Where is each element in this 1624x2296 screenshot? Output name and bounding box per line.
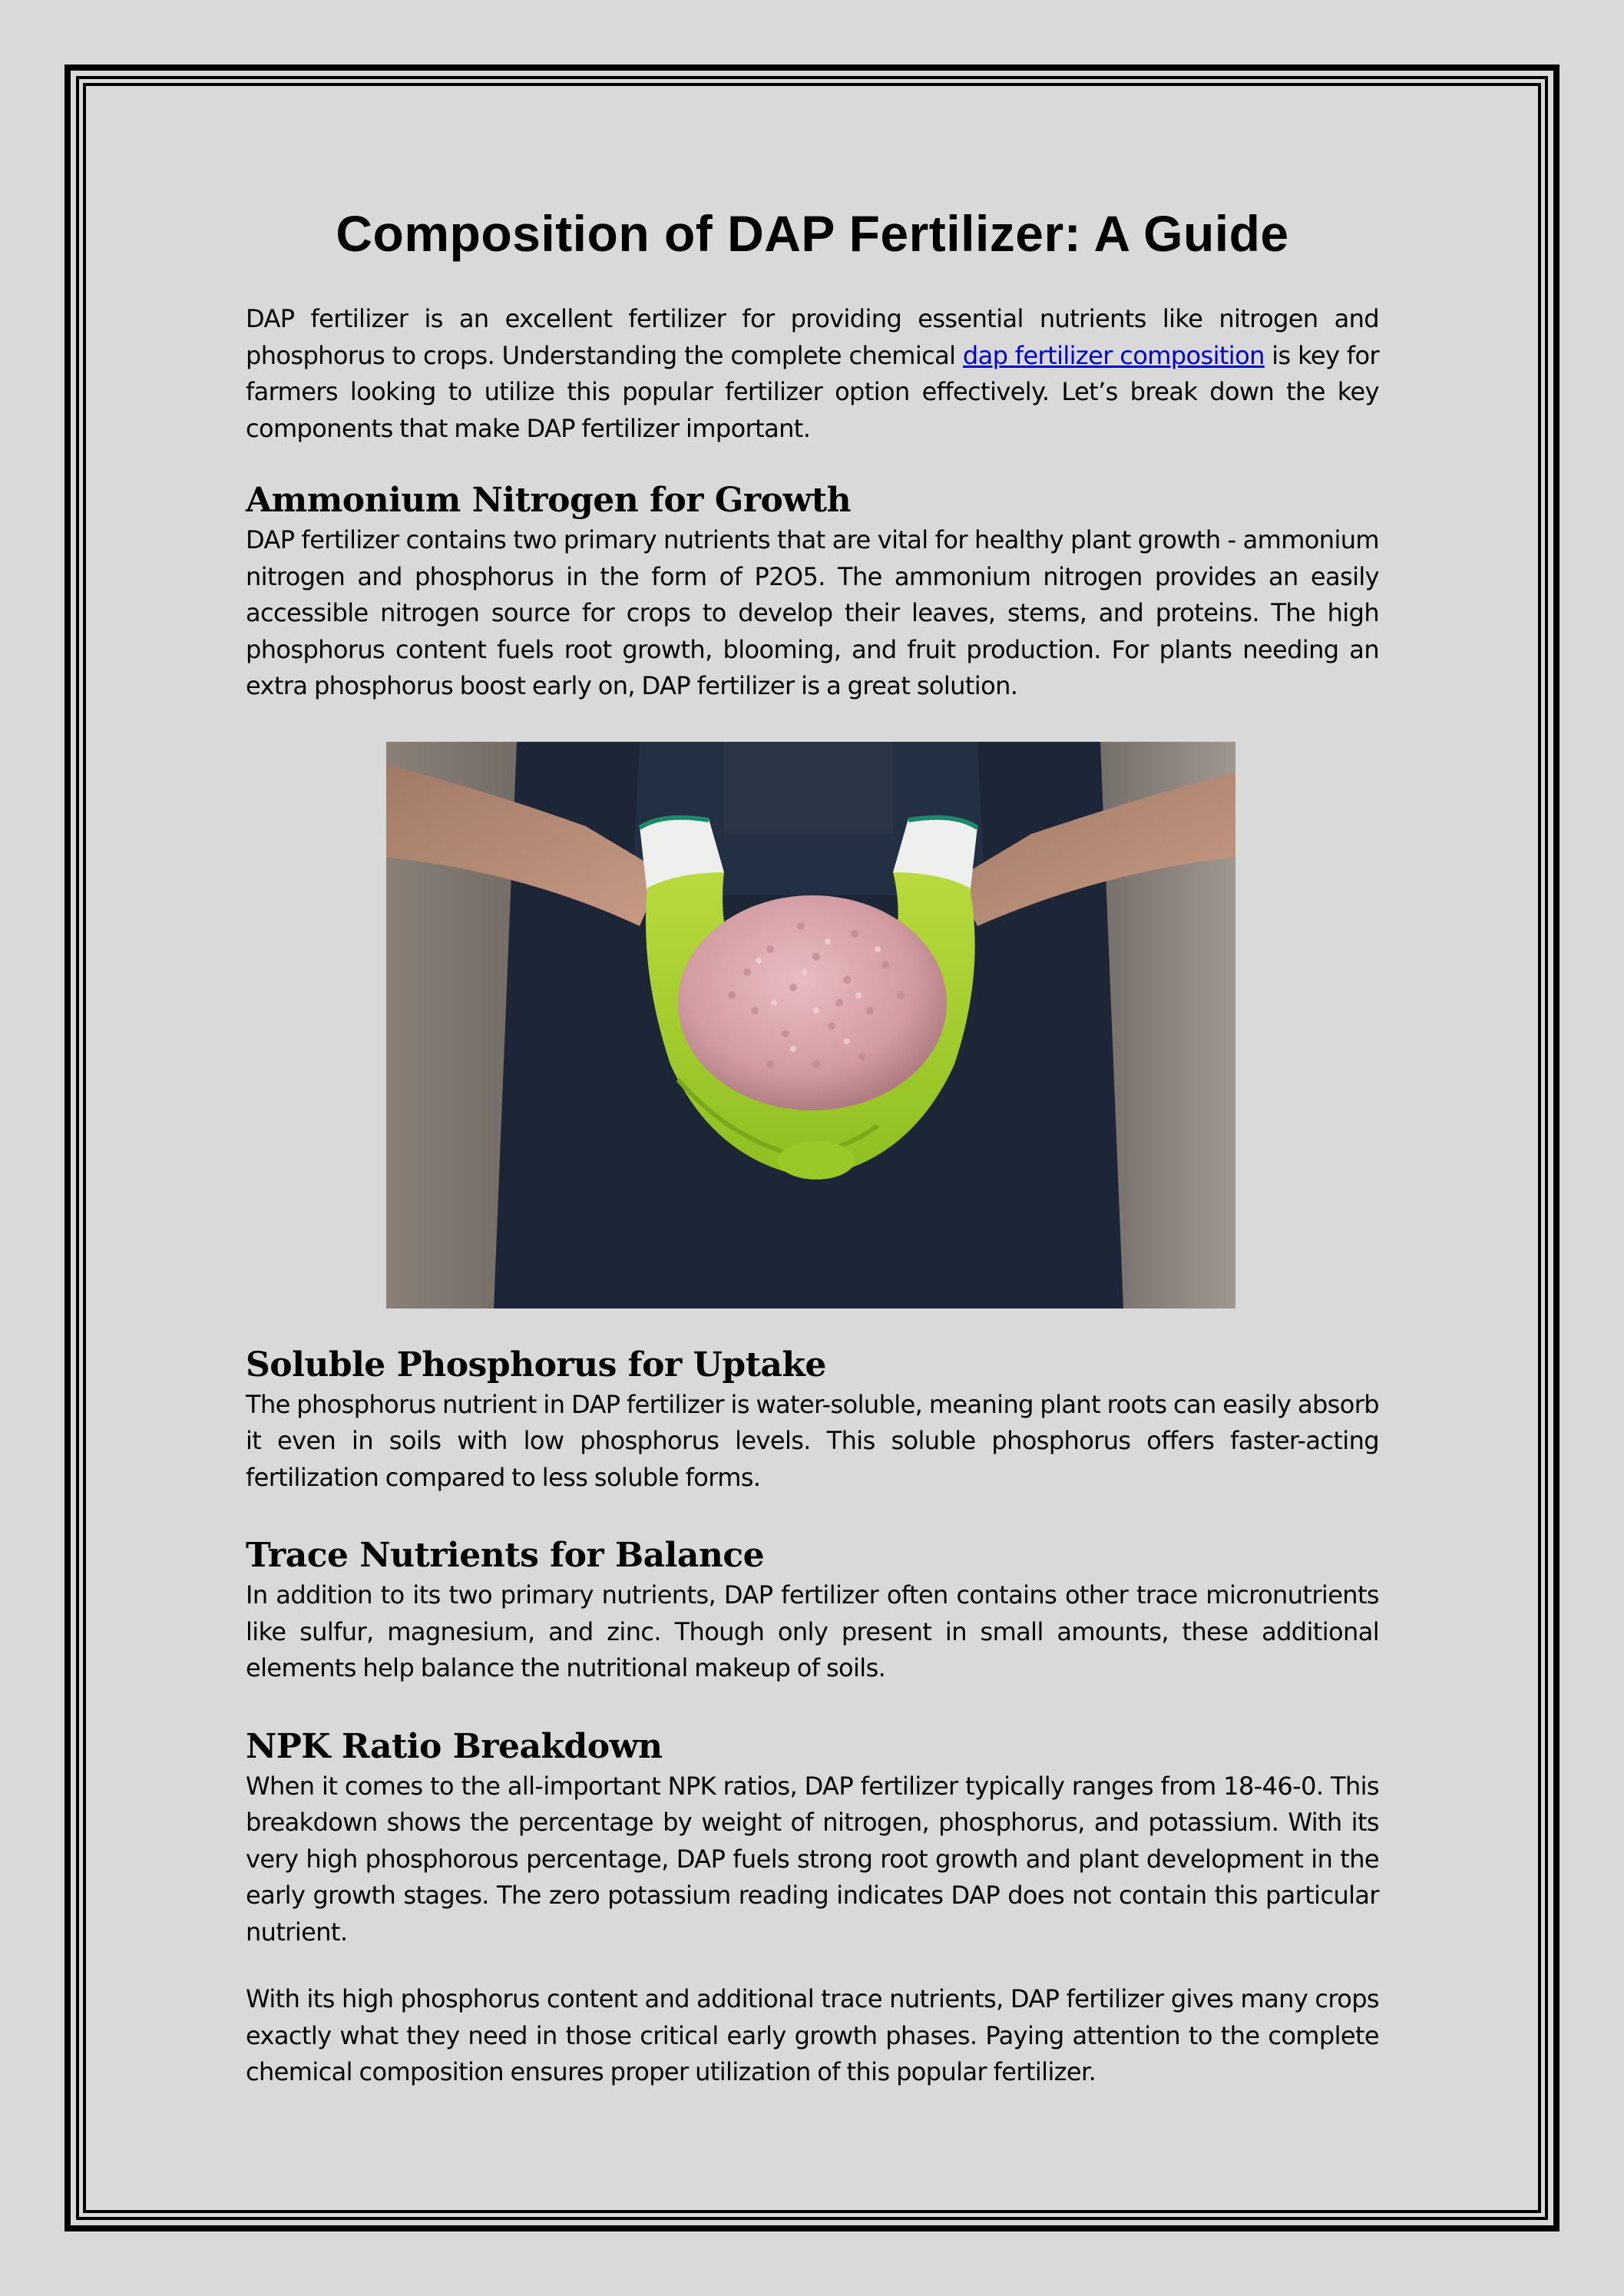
fertilizer-hands-photo: [386, 742, 1235, 1308]
intro-text-before-link: DAP fertilizer is an excellent fertilizer for providing essential nutrients like nitrogen and phosphorus to crops. Understanding the complete chemical: [246, 304, 1379, 370]
dap-composition-link[interactable]: dap fertilizer composition: [962, 340, 1265, 370]
intro-text-after-link: is key for farmers looking to utilize this popular fertilizer option effectively. Let’s break down the key components that make DAP fertilizer important.: [246, 340, 1379, 443]
section-heading: Soluble Phosphorus for Uptake: [246, 1345, 826, 1385]
section-trace-nutrients: [246, 1534, 1379, 1687]
section-heading: NPK Ratio Breakdown: [246, 1726, 663, 1766]
document-body: [246, 201, 1379, 2091]
page-title: Composition of DAP Fertilizer: A Guide: [336, 205, 1289, 262]
section-body: DAP fertilizer contains two primary nutrients that are vital for healthy plant growth - ammonium nitrogen and phosphorus in the form of P2O5. The ammonium nitrogen provides an easily accessible nitrogen source for crops to develop their leaves, stems, and proteins. The high phosphorus content fuels root growth, blooming, and fruit production. For plants needing an extra phosphorus boost early on, DAP fertilizer is a great solution.: [246, 525, 1379, 700]
section-soluble-phosphorus: [246, 1344, 1379, 1497]
section-npk-ratio: [246, 1725, 1379, 1951]
section-body: In addition to its two primary nutrients, DAP fertilizer often contains other trace micronutrients like sulfur, magnesium, and zinc. Though only present in small amounts, these additional elements help balance the nutritional makeup of soils.: [246, 1580, 1379, 1682]
section-body: The phosphorus nutrient in DAP fertilizer is water-soluble, meaning plant roots can easily absorb it even in soils with low phosphorus levels. This soluble phosphorus offers faster-acting fertilization compared to less soluble forms.: [246, 1389, 1379, 1492]
section-body: When it comes to the all-important NPK ratios, DAP fertilizer typically ranges from 18-46-0. This breakdown shows the percentage by weight of nitrogen, phosphorus, and potassium. With its very high phosphorous percentage, DAP fuels strong root growth and plant development in the early growth stages. The zero potassium reading indicates DAP does not contain this particular nutrient.: [246, 1771, 1379, 1947]
section-ammonium-nitrogen: [246, 479, 1379, 705]
section-heading: Trace Nutrients for Balance: [246, 1536, 765, 1575]
section-heading: Ammonium Nitrogen for Growth: [246, 481, 852, 520]
intro-paragraph: [246, 301, 1379, 447]
closing-paragraph: With its high phosphorus content and additional trace nutrients, DAP fertilizer gives many crops exactly what they need in those critical early growth phases. Paying attention to the complete chemical composition ensures proper utilization of this popular fertilizer.: [246, 1984, 1379, 2086]
